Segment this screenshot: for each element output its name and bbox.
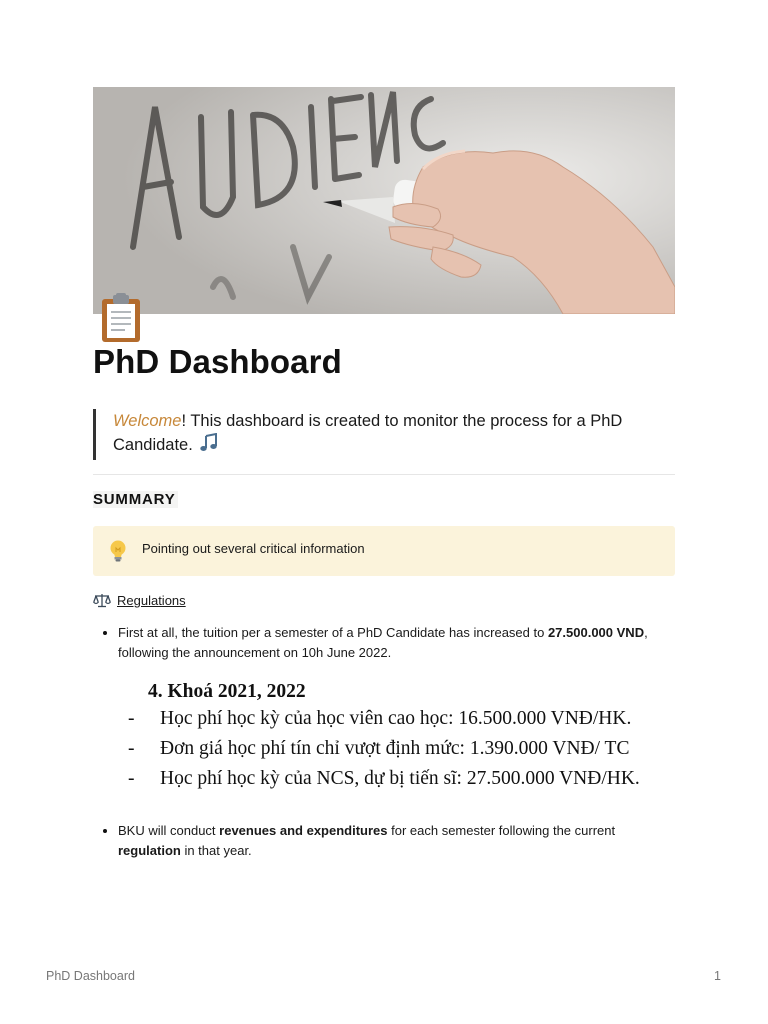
summary-heading: SUMMARY <box>93 491 176 508</box>
regulations-label[interactable]: Regulations <box>117 593 186 608</box>
lightbulb-icon <box>107 539 129 568</box>
divider <box>93 474 675 475</box>
callout-text: Pointing out several critical information <box>142 541 365 556</box>
bullet-bold: regulation <box>118 843 181 858</box>
bullet-list <box>93 821 653 861</box>
list-item <box>93 623 653 663</box>
regulations-link[interactable] <box>93 592 186 611</box>
scan-line <box>128 708 631 730</box>
list-item <box>93 821 653 861</box>
bullet-list <box>93 623 653 663</box>
page-content <box>93 87 675 858</box>
footer-page-number: 1 <box>714 969 721 983</box>
scan-dash: - <box>128 768 135 789</box>
scan-line-text: Học phí học kỳ của NCS, dự bị tiến sĩ: 27.500.000 VNĐ/HK. <box>160 768 640 789</box>
bullet-text: BKU will conduct <box>118 823 220 838</box>
balance-scale-icon <box>93 592 111 611</box>
clipboard-icon <box>99 293 143 343</box>
welcome-text: Welcome <box>113 412 182 430</box>
scan-dash: - <box>128 708 135 729</box>
intro-quote <box>93 409 688 460</box>
scan-line-text: Học phí học kỳ của học viên cao học: 16.500.000 VNĐ/HK. <box>160 708 632 729</box>
page-title: PhD Dashboard <box>93 343 342 380</box>
bullet-text: , following the announcement on 10h June 2022. <box>118 625 648 660</box>
music-note-icon <box>199 433 219 460</box>
scan-line <box>128 768 640 790</box>
regulation-scan-image <box>128 681 673 806</box>
bullet-text: First at all, the tuition per a semester of a PhD Candidate has increased to <box>118 625 548 640</box>
scan-title: 4. Khoá 2021, 2022 <box>148 681 306 702</box>
scan-line <box>128 738 629 760</box>
bullet-text: for each semester following the current <box>387 823 616 838</box>
cover-image <box>93 87 675 314</box>
intro-text: ! This dashboard is created to monitor the process for a PhD Candidate. <box>113 412 623 454</box>
bullet-bold: 27.500.000 VND <box>547 625 645 640</box>
summary-callout <box>93 526 675 576</box>
bullet-text: in that year. <box>180 843 252 858</box>
footer-title: PhD Dashboard <box>46 969 135 983</box>
bullet-bold: revenues and expenditures <box>219 823 388 838</box>
scan-line-text: Đơn giá học phí tín chỉ vượt định mức: 1.390.000 VNĐ/ TC <box>160 738 630 759</box>
whiteboard-photo <box>93 87 675 314</box>
scan-dash: - <box>128 738 135 759</box>
